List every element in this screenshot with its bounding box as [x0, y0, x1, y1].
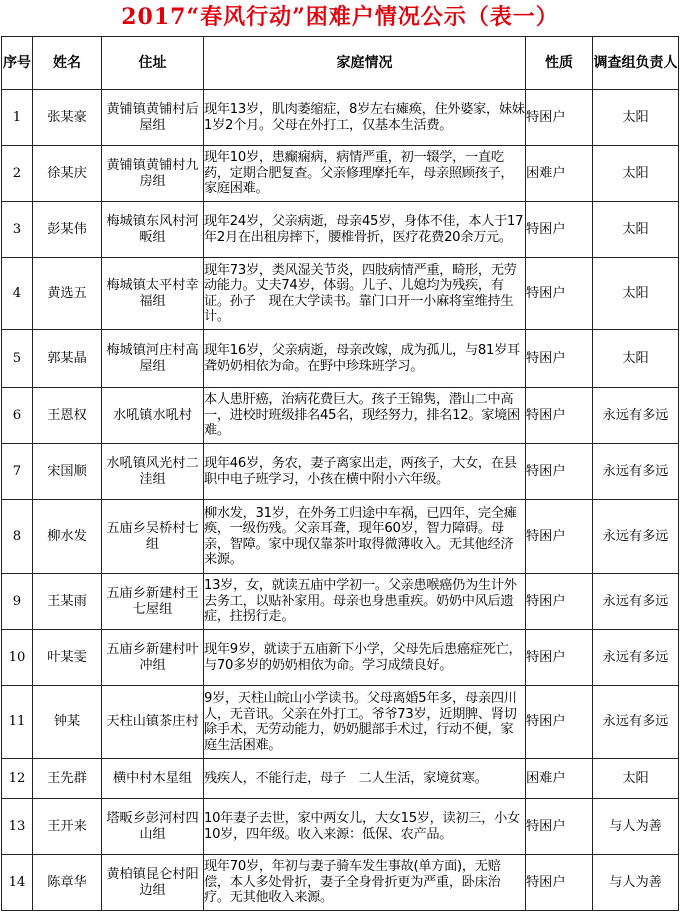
table-row	[2, 855, 679, 911]
row-type: 特困户	[526, 330, 593, 388]
row-address: 黄铺镇黄铺村后屋组	[102, 90, 204, 146]
row-name: 王恩权	[33, 388, 102, 444]
poverty-table	[1, 36, 679, 911]
row-family: 现年46岁，务农，妻子离家出走，两孩子，大女，在县职中电子班学习，小孩在横中附小六年级。	[204, 444, 526, 500]
row-type: 特困户	[526, 202, 593, 258]
row-type: 特困户	[526, 630, 593, 686]
row-type: 特困户	[526, 686, 593, 759]
row-owner: 与人为善	[593, 799, 679, 855]
row-name: 张某豪	[33, 90, 102, 146]
row-no: 5	[2, 330, 33, 388]
row-owner: 太阳	[593, 90, 679, 146]
row-address: 水吼镇风光村二洼组	[102, 444, 204, 500]
row-no: 7	[2, 444, 33, 500]
row-owner: 永远有多远	[593, 444, 679, 500]
row-no: 11	[2, 686, 33, 759]
row-name: 叶某雯	[33, 630, 102, 686]
row-no: 3	[2, 202, 33, 258]
row-no: 6	[2, 388, 33, 444]
table-row	[2, 258, 679, 330]
row-name: 宋国顺	[33, 444, 102, 500]
row-family: 现年13岁，肌肉萎缩症，8岁左右瘫痪，住外婆家，妹妹1岁2个月。父母在外打工，仅基本生活费。	[204, 90, 526, 146]
row-no: 9	[2, 574, 33, 630]
row-name: 王先群	[33, 759, 102, 799]
header-name: 姓名	[33, 37, 102, 90]
row-name: 钟某	[33, 686, 102, 759]
row-family: 柳水发，31岁，在外务工归途中车祸，已四年，完全瘫痪，一级伤残。父亲耳聋，现年60岁，智力障碍。母亲，智障。家中现仅靠茶叶取得微薄收入。无其他经济来源。	[204, 500, 526, 574]
table-row	[2, 574, 679, 630]
row-no: 1	[2, 90, 33, 146]
page-title: 2017“春风行动”困难户情况公示（表一）	[121, 4, 559, 30]
header-family: 家庭情况	[204, 37, 526, 90]
table-row	[2, 90, 679, 146]
row-owner: 太阳	[593, 202, 679, 258]
row-address: 天柱山镇茶庄村	[102, 686, 204, 759]
header-owner: 调查组负责人	[593, 37, 679, 90]
row-owner: 太阳	[593, 258, 679, 330]
header-type: 性质	[526, 37, 593, 90]
table-row	[2, 330, 679, 388]
row-name: 彭某伟	[33, 202, 102, 258]
table-row	[2, 686, 679, 759]
row-no: 2	[2, 146, 33, 202]
row-owner: 永远有多远	[593, 686, 679, 759]
row-owner: 与人为善	[593, 855, 679, 911]
row-name: 黄选五	[33, 258, 102, 330]
row-name: 陈章华	[33, 855, 102, 911]
row-owner: 永远有多远	[593, 574, 679, 630]
row-type: 特困户	[526, 388, 593, 444]
header-no: 序号	[2, 37, 33, 90]
row-no: 14	[2, 855, 33, 911]
table-row	[2, 202, 679, 258]
row-family: 现年24岁，父亲病逝，母亲45岁，身体不佳，本人于17年2月在出租房摔下，腰椎骨折，医疗花费20余万元。	[204, 202, 526, 258]
row-type: 特困户	[526, 90, 593, 146]
table-row	[2, 444, 679, 500]
row-name: 徐某庆	[33, 146, 102, 202]
row-address: 五庙乡新建村王七屋组	[102, 574, 204, 630]
row-address: 五庙乡吴桥村七组	[102, 500, 204, 574]
row-address: 梅城镇东风村河畈组	[102, 202, 204, 258]
row-family: 现年73岁，类风湿关节炎，四肢病情严重，畸形，无劳动能力。丈夫74岁，体弱。儿子、儿媳均为残疾，有证。孙子 现在大学读书。靠门口开一小麻将室维持生计。	[204, 258, 526, 330]
row-address: 五庙乡新建村叶冲组	[102, 630, 204, 686]
row-family: 本人患肝癌，治病花费巨大。孩子王锦隽，潜山二中高一，进校时班级排名45名，现经努力，排名12。家境困难。	[204, 388, 526, 444]
table-row	[2, 799, 679, 855]
row-no: 8	[2, 500, 33, 574]
row-no: 13	[2, 799, 33, 855]
row-family: 现年70岁，年初与妻子骑车发生事故(单方面)，无赔偿，本人多处骨折，妻子全身骨折更为严重，卧床治疗。无其他收入来源。	[204, 855, 526, 911]
row-type: 特困户	[526, 799, 593, 855]
row-name: 柳水发	[33, 500, 102, 574]
row-family: 现年10岁，患癫痫病，病情严重，初一辍学，一直吃药，定期合肥复查。父亲修理摩托车，母亲照顾孩子，家庭困难。	[204, 146, 526, 202]
row-address: 黄铺镇黄铺村九房组	[102, 146, 204, 202]
table-row	[2, 388, 679, 444]
row-type: 困难户	[526, 146, 593, 202]
row-family: 13岁，女，就读五庙中学初一。父亲患喉癌仍为生计外去务工，以贴补家用。母亲也身患重疾。奶奶中风后遗症，拄拐行走。	[204, 574, 526, 630]
row-family: 残疾人，不能行走，母子 二人生活，家境贫寒。	[204, 759, 526, 799]
row-type: 特困户	[526, 855, 593, 911]
row-family: 10年妻子去世，家中两女儿，大女15岁，读初三，小女10岁，四年级。收入来源：低保、农产品。	[204, 799, 526, 855]
row-type: 特困户	[526, 444, 593, 500]
row-no: 12	[2, 759, 33, 799]
row-owner: 永远有多远	[593, 388, 679, 444]
table-row	[2, 146, 679, 202]
header-row	[2, 37, 679, 90]
row-family: 现年9岁，就读于五庙新下小学，父母先后患癌症死亡，与70多岁的奶奶相依为命。学习成绩良好。	[204, 630, 526, 686]
table-row	[2, 759, 679, 799]
row-owner: 永远有多远	[593, 500, 679, 574]
row-name: 郭某晶	[33, 330, 102, 388]
row-address: 黄柏镇昆仑村阳边组	[102, 855, 204, 911]
row-type: 困难户	[526, 759, 593, 799]
row-family: 现年16岁，父亲病逝，母亲改嫁，成为孤儿，与81岁耳聋奶奶相依为命。在野中珍珠班学习。	[204, 330, 526, 388]
row-address: 横中村木星组	[102, 759, 204, 799]
table-row	[2, 630, 679, 686]
row-type: 特困户	[526, 500, 593, 574]
row-address: 塔畈乡彭河村四山组	[102, 799, 204, 855]
header-address: 住址	[102, 37, 204, 90]
row-no: 10	[2, 630, 33, 686]
row-address: 梅城镇河庄村高屋组	[102, 330, 204, 388]
row-name: 王某雨	[33, 574, 102, 630]
row-name: 王开来	[33, 799, 102, 855]
row-address: 水吼镇水吼村	[102, 388, 204, 444]
row-owner: 太阳	[593, 330, 679, 388]
table-row	[2, 500, 679, 574]
row-address: 梅城镇太平村幸福组	[102, 258, 204, 330]
row-owner: 太阳	[593, 759, 679, 799]
row-type: 特困户	[526, 574, 593, 630]
row-no: 4	[2, 258, 33, 330]
row-family: 9岁，天柱山皖山小学读书。父母离婚5年多，母亲四川人，无音讯。父亲在外打工。爷爷73岁，近期脾、肾切除手术，无劳动能力，奶奶腿部手术过，行动不便，家庭生活困难。	[204, 686, 526, 759]
row-owner: 永远有多远	[593, 630, 679, 686]
row-type: 特困户	[526, 258, 593, 330]
row-owner: 太阳	[593, 146, 679, 202]
